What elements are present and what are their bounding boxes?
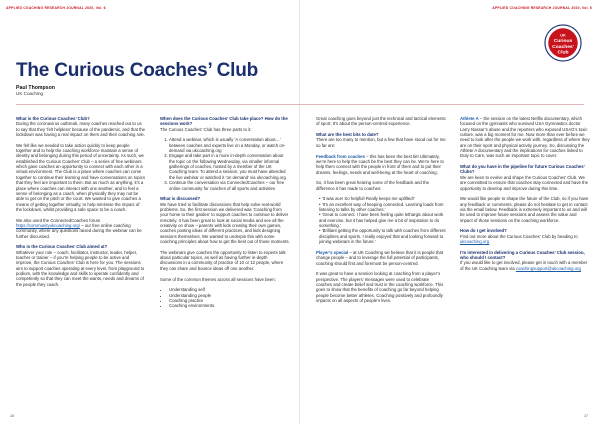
paragraph: We felt like we needed to take action quickly to keep people together and to help the coaching workforce maintain a sense of identity and belonging during this period of uncertainty. As such, we established the Curious Coaches’ Club – a series of free webinars which gave coaches an opportunity to connect with each other in a virtual environment. The Club is a place where coaches can come together to continue their learning and have conversations on topics that they feel are important to them. But as much as anything, it’s a place where coaches can interact with one another, and to feel a sense of belonging as a coach, when physically they may not be able to get on the pitch or the court. We wanted to give coaches a means of getting together virtually, to help minimise the impact of the lockdown, whilst providing a safe space to be a coach.: [16, 142, 145, 212]
list-item: 1. Attend a webinar, which is usually ‘A conversation about…’ between coaches and experts live on a Monday, or watch on-demand via ukcoaching.org: [169, 137, 290, 153]
quote-item: • ‘It’s an excellent way of keeping connected. Learning loads from listening to talks by other coaches.’: [319, 202, 446, 213]
paragraph: Some of the common themes across all sessions have been:: [160, 276, 276, 282]
curious-coaches-club-logo: [544, 24, 582, 62]
quotes-list: [316, 196, 446, 244]
article-title: The Curious Coaches’ Club: [16, 60, 259, 81]
column-1: [16, 116, 146, 293]
heading-when-sessions: When does the Curious Coaches’ Club take place? How do the sessions work?: [160, 116, 288, 127]
journal-header-left: APPLIED COACHING RESEARCH JOURNAL 2020, Vol. 6: [6, 6, 106, 10]
paragraph-find-out: Find out more about the Curious Coaches’ Club by heading to ukcoaching.org: [460, 233, 578, 245]
column-3: [316, 116, 446, 309]
logo-text-coaches: Coaches': [552, 44, 574, 50]
paragraph-feedback: Feedback from coaches – this has been the best bit! Ultimately, we’re here to help the coach be the best they can be. We’re here to help them connect with the people in front of them and to put their dreams, feelings, needs and well-being at the heart of coaching.: [316, 153, 444, 175]
column-2: [160, 116, 290, 314]
quote-item: • ‘Great to connect. I have been feeling quite lethargic about work and exercise, but it has helped give me a bit of inspiration to do something.’: [319, 212, 446, 228]
paragraph-contact: If you would like to get involved, please get in touch with a member of the UK Coaching team via coachingsupport@ukcoaching.org: [460, 260, 588, 271]
journal-header-right: APPLIED COACHING RESEARCH JOURNAL 2020, Vol. 6: [492, 6, 592, 10]
logo-text-club: Club: [557, 50, 569, 56]
paragraph-forum: We also used the ConnectedCoaches forum https://communityukcoaching.org/ – our free online coaching community, where any questions raised during the webinar can be further discussed.: [16, 217, 142, 239]
paragraph: It was great to have a session looking at coaching from a player’s perspective. The players’ messages were used to celebrate coaches and create belief and trust in the coaching workforce. This goes to show that the benefits of coaching go far beyond helping people become better athletes. Coaching positively and profoundly impacts on all aspects of people’s lives.: [316, 271, 444, 303]
paragraph: The webinars give coaches the opportunity to listen to experts talk about particular topics, as well as having further in-depth discussions in a community of practice of 10 or 12 people, where they can share and bounce ideas off one another.: [160, 249, 286, 271]
logo-text-top: UK: [560, 33, 566, 38]
paragraph: The Curious Coaches’ Club has three parts to it:: [160, 126, 252, 132]
logo-text-curious: Curious: [553, 39, 573, 45]
paragraph: So, it has been great hearing some of the feedback and the difference it has made to coaches:: [316, 180, 429, 191]
paragraph: During the coronavirus outbreak, many coaches reached out to us to say that they ‘felt helpless’ because of the pandemic, and that the lockdown was having a real impact on them and their coaching role.: [16, 121, 146, 138]
paragraph: Whatever your role – coach, facilitator, instructor, leader, helper, teacher or trainer – if you’re helping people to be active and improve, the Curious Coaches’ Club is here for you. The sessions aim to support coaches operating at every level, from playground to podium, with the knowledge and skills to operate confidently and competently so that they can meet the wants, needs and dreams of the people they coach.: [16, 249, 145, 287]
heading-get-involved: How do I get involved?: [460, 228, 507, 234]
players-special-label: Player’s special: [316, 249, 349, 255]
page-number-right: 17: [584, 414, 588, 418]
paragraph: We have tried to facilitate discussions that help solve real-world problems. So, the first session we delivered was ‘Coaching from your home to their garden’ to support coaches to continue to deliver remotely. It has been great to look at social media and see all the creativity on show – parents with kids creating their own games, coaches posting ideas of different practices, and kids designing sessions themselves. We wanted to underpin this with some coaching principles about how to get the best out of those moments.: [160, 201, 290, 244]
author-name: Paul Thompson: [16, 85, 55, 91]
email-link[interactable]: coachingsupport@ukcoaching.org: [515, 265, 581, 271]
spread-gutter: [299, 0, 300, 424]
paragraph-players-special: Player’s special – at UK Coaching we believe that it is people that change people – and to leverage the full potential of participants, coaching should first and foremost be person-centred.: [316, 249, 444, 266]
list-item: • Understanding self: [169, 287, 290, 292]
themes-list: [160, 287, 290, 308]
paragraph: There are too many to mention, but a few that have stood out for me so far are:: [316, 137, 446, 148]
paragraph-athlete-a: Athlete A – the session on the latest Netflix documentary, which focused on the gymnasts who survived USA Gymnastics doctor Larry Nassar’s abuse and the reporters who exposed USAG’s toxic culture, was a big moment for me. Now more than ever before we need to look after the people we work with, regardless of where they are on their sport and physical activity journey. So, discussing the Athlete A documentary and the implications for coaches linked to Duty to Care, was such an important topic to cover.: [460, 116, 590, 159]
quote-item: • ‘It was ace! So helpful! Really keeps me uplifted!’: [319, 196, 446, 201]
title-divider: [16, 104, 584, 105]
ukcoaching-link[interactable]: ukcoaching.org: [460, 239, 490, 245]
list-item: • Coaching practice: [169, 298, 290, 303]
heading-what-discussed: What is discussed?: [160, 196, 201, 202]
author-role: UK Coaching: [16, 91, 44, 96]
quote-item: • ‘Brilliant getting the opportunity to talk with coaches from different disciplines and sports. I really enjoyed that and looking forward to joining webinars in the future.’: [319, 228, 446, 244]
three-parts-list: [160, 137, 290, 190]
community-link[interactable]: https://communityukcoaching.org/: [16, 222, 81, 228]
heading-delivering-session: I’m interested in delivering a Curious Coaches’ Club session, who should I contact?: [460, 249, 585, 261]
heading-who-aimed-at: Who is the Curious Coaches’ Club aimed at?: [16, 244, 108, 250]
heading-pipeline: What do you have in the pipeline for future Curious Coaches’ Clubs?: [460, 164, 585, 175]
list-item: 2. Engage and take part in a more in-depth conversation about the topic on the following Wednesday, via smaller informal gatherings of coaches, hosted by a member of the UK Coaching team. To attend a session, you must have attended the live webinar or watched it ‘on demand’ via ukcoaching.org: [169, 153, 290, 180]
athlete-a-label: Athlete A: [460, 116, 479, 121]
column-4: [460, 116, 590, 277]
list-item: 3. Continue the conversation via ConnectedCoaches – our free online community for coaches of all sports and activities: [169, 180, 290, 191]
feedback-label: Feedback from coaches: [316, 153, 365, 159]
paragraph: We would like people to shape the future of the Club, so if you have any feedback or comments, please do not hesitate to get in contact via the email below. Feedback is extremely important to us and will be used to improve future sessions and assess the value and impact of those sessions on the coaching workforce.: [460, 196, 589, 223]
heading-what-is-club: What is the Curious Coaches’ Club?: [16, 116, 90, 121]
paragraph: We are keen to evolve and shape the Curious Coaches’ Club. We are committed to ensure that coaches stay connected and have the opportunity to develop and improve during this time.: [460, 174, 589, 191]
heading-best-bits: What are the best bits to date?: [316, 132, 379, 138]
paragraph: Great coaching goes beyond just the technical and tactical elements of sport. It’s about the person-centred experience.: [316, 116, 446, 127]
list-item: • Understanding people: [169, 293, 290, 298]
list-item: • Coaching environments.: [169, 303, 290, 308]
page-number-left: 16: [10, 414, 14, 418]
